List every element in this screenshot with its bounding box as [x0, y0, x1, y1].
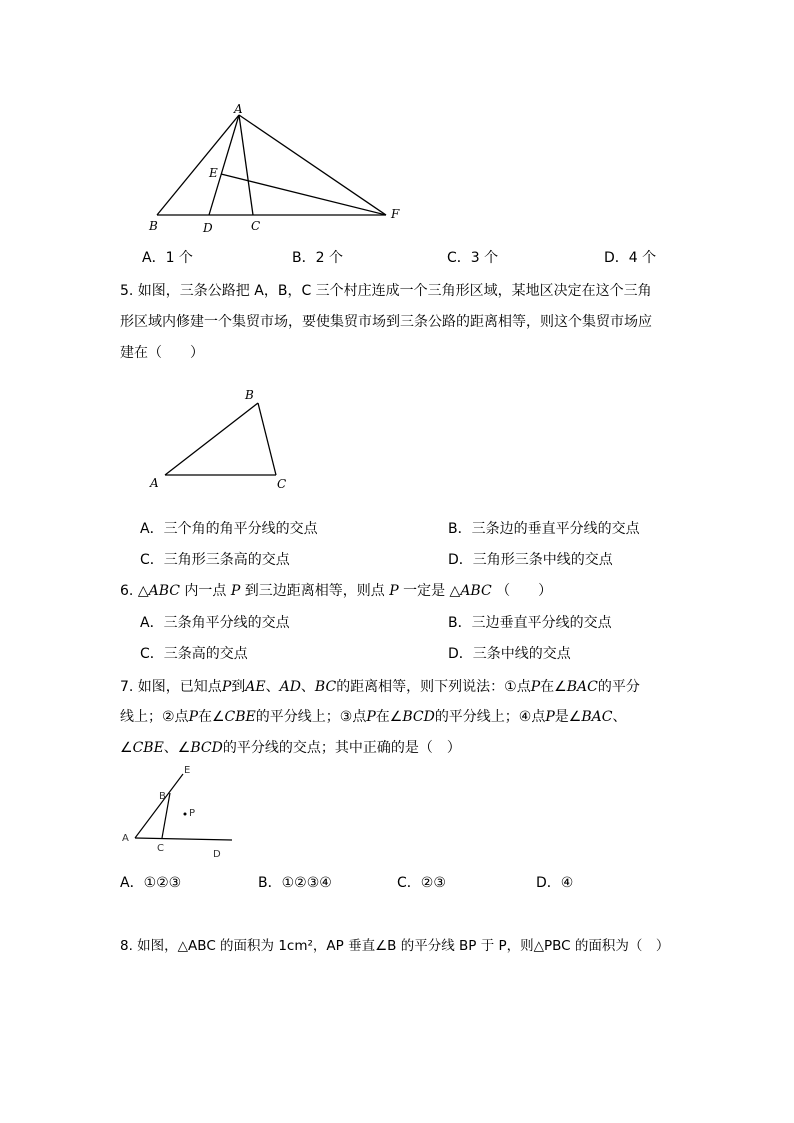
q6-abc: ABC	[460, 583, 492, 599]
q7-stem-line2: 线上；②点P在∠CBE的平分线上；③点P在∠BCD的平分线上；④点P是∠BAC、	[120, 709, 627, 725]
label-A: A	[150, 476, 159, 490]
figure-q7-angle	[115, 762, 245, 862]
q7-option-b: B．①②③④	[258, 875, 332, 891]
label-C: C	[251, 219, 261, 233]
q6-number: 6.	[120, 583, 134, 599]
q6-option-d: D．三条中线的交点	[448, 646, 571, 662]
q5-stem-line2: 形区域内修建一个集贸市场，要使集贸市场到三条公路的距离相等，则这个集贸市场应	[120, 314, 652, 330]
point-p	[184, 813, 187, 816]
q6-text: 到三边距离相等，则点	[244, 583, 385, 599]
label-P: P	[189, 808, 196, 819]
label-E: E	[184, 765, 191, 776]
q6-triangle-symbol: △	[137, 583, 149, 599]
q5-option-b: B．三条边的垂直平分线的交点	[448, 521, 640, 537]
q6-text: 内一点	[184, 583, 227, 599]
label-E: E	[209, 166, 218, 180]
q6-point-p: P	[389, 583, 399, 599]
q6-triangle-symbol: △	[449, 583, 461, 599]
q7-option-a: A．①②③	[120, 875, 182, 891]
q6-stem	[120, 580, 552, 600]
q6-point-p: P	[230, 583, 241, 599]
q5-option-a: A．三个角的角平分线的交点	[140, 521, 318, 537]
label-D: D	[213, 849, 221, 860]
figure-q5-triangle	[145, 383, 295, 493]
q6-option-a: A．三条角平分线的交点	[140, 615, 290, 631]
q7-option-d: D．④	[536, 875, 574, 891]
label-D: D	[203, 221, 213, 235]
label-A: A	[234, 102, 243, 116]
label-A: A	[122, 833, 129, 844]
q8-stem: 8. 如图，△ABC 的面积为 1cm²，AP 垂直∠B 的平分线 BP 于 P，则△PBC 的面积为（ ）	[120, 938, 670, 954]
label-C: C	[157, 843, 164, 854]
q4-option-c: C．3 个	[447, 250, 499, 266]
q5-stem-line3: 建在（ ）	[120, 345, 204, 361]
label-B: B	[245, 388, 254, 402]
q7-stem-line3: ∠CBE、∠BCD的平分线的交点；其中正确的是（ ）	[120, 740, 461, 756]
q6-abc: ABC	[148, 583, 180, 599]
q7-stem-line1: 7. 如图，已知点P到AE、AD、BC的距离相等，则下列说法：①点P在∠BAC的平分	[120, 679, 640, 695]
q4-option-d: D．4 个	[604, 250, 657, 266]
q4-option-b: B．2 个	[292, 250, 343, 266]
label-F: F	[391, 207, 400, 221]
q6-option-c: C．三条高的交点	[140, 646, 248, 662]
label-B: B	[159, 791, 166, 802]
q7-option-c: C．②③	[397, 875, 446, 891]
figure-q4-triangle	[140, 100, 410, 240]
q6-blank: （ ）	[496, 583, 553, 599]
q5-option-c: C．三角形三条高的交点	[140, 552, 290, 568]
q5-stem-line1: 5. 如图，三条公路把 A，B，C 三个村庄连成一个三角形区域，某地区决定在这个三角	[120, 283, 652, 299]
label-B: B	[149, 219, 158, 233]
q4-option-a: A．1 个	[142, 250, 193, 266]
q6-option-b: B．三边垂直平分线的交点	[448, 615, 612, 631]
q6-text: 一定是	[403, 583, 446, 599]
q5-option-d: D．三角形三条中线的交点	[448, 552, 613, 568]
label-C: C	[277, 477, 287, 491]
